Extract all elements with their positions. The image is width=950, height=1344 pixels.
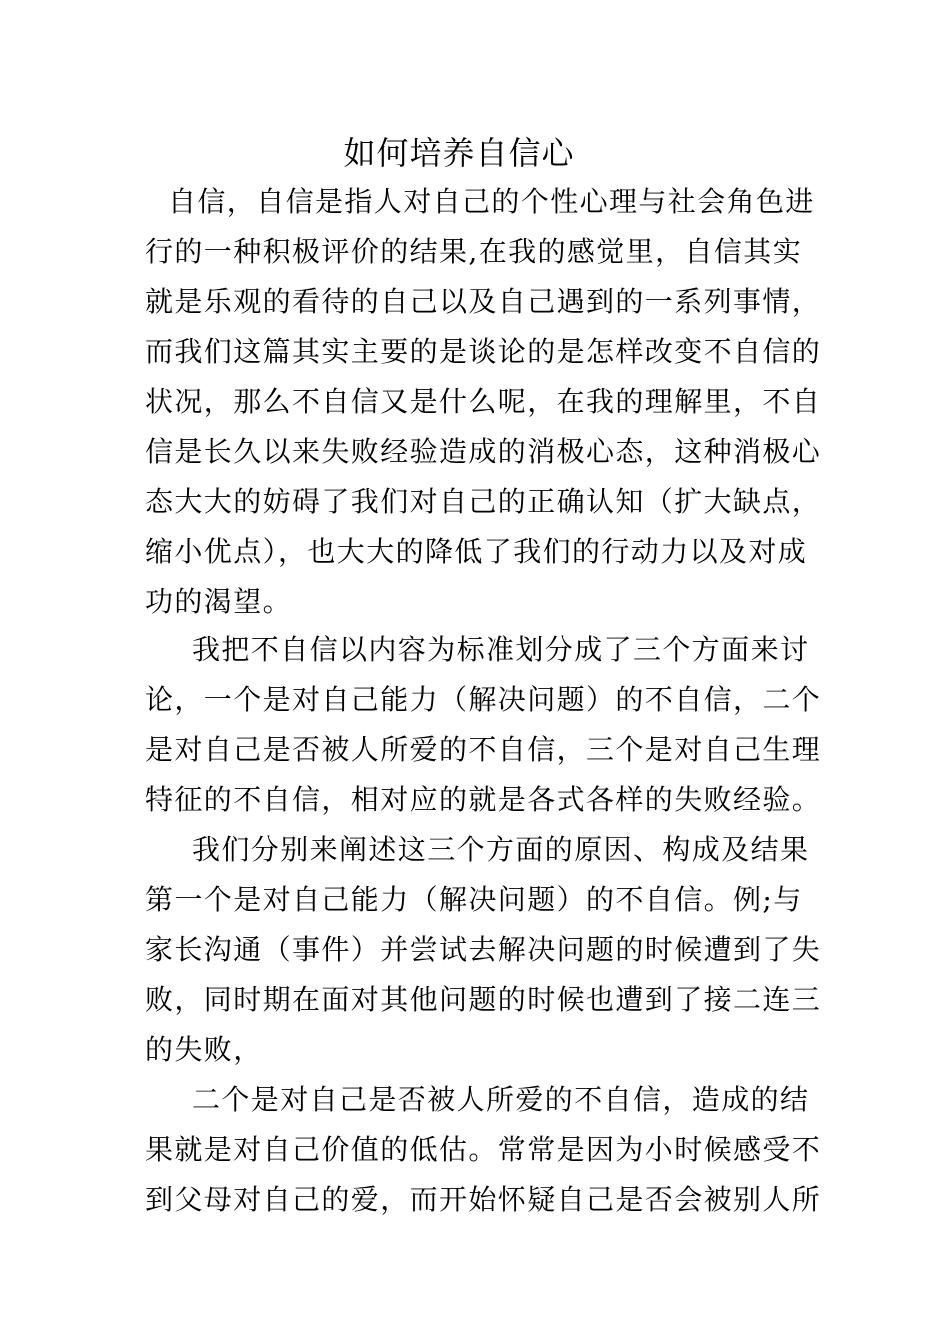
text-line: 果就是对自己价值的低估。常常是因为小时候感受不 <box>145 1133 822 1166</box>
text-line: 行的一种积极评价的结果,在我的感觉里，自信其实 <box>145 235 803 268</box>
text-line: 我们分别来阐述这三个方面的原因、构成及结果 <box>192 833 810 866</box>
text-line: 自信，自信是指人对自己的个性心理与社会角色进 <box>168 185 815 218</box>
text-line: 状况，那么不自信又是什么呢，在我的理解里，不自 <box>145 385 822 418</box>
text-line: 论，一个是对自己能力（解决问题）的不自信，二个 <box>145 683 822 716</box>
text-line: 态大大的妨碍了我们对自己的正确认知（扩大缺点， <box>145 485 822 518</box>
text-line: 第一个是对自己能力（解决问题）的不自信。例;与 <box>145 883 803 916</box>
text-line: 家长沟通（事件）并尝试去解决问题的时候遭到了失 <box>145 933 822 966</box>
text-line: 功的渴望。 <box>145 585 293 618</box>
text-line: 二个是对自己是否被人所爱的不自信，造成的结 <box>192 1083 810 1116</box>
text-line: 特征的不自信，相对应的就是各式各样的失败经验。 <box>145 783 822 816</box>
text-line: 到父母对自己的爱，而开始怀疑自己是否会被别人所 <box>145 1183 822 1216</box>
document-title: 如何培养自信心 <box>343 134 575 172</box>
text-line: 的失败， <box>145 1033 263 1066</box>
text-line: 我把不自信以内容为标准划分成了三个方面来讨 <box>192 633 810 666</box>
text-line: 而我们这篇其实主要的是谈论的是怎样改变不自信的 <box>145 335 822 368</box>
text-line: 是对自己是否被人所爱的不自信，三个是对自己生理 <box>145 733 822 766</box>
text-line: 败，同时期在面对其他问题的时候也遭到了接二连三 <box>145 983 822 1016</box>
text-line: 缩小优点），也大大的降低了我们的行动力以及对成 <box>145 535 808 568</box>
text-line: 信是长久以来失败经验造成的消极心态，这种消极心 <box>145 435 822 468</box>
text-line: 就是乐观的看待的自己以及自己遇到的一系列事情， <box>145 285 822 318</box>
